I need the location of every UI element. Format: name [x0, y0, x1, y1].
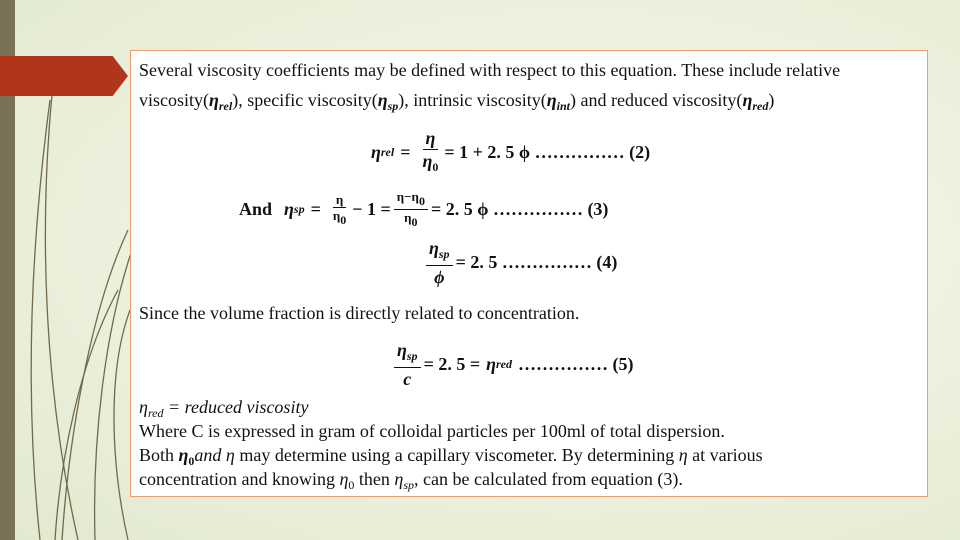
intro-line-1: Several viscosity coefficients may be defined with respect to this equation. These include relative	[139, 60, 841, 80]
reduced-viscosity-definition: $\eta_{red}$ = reduced viscosity	[139, 397, 309, 420]
intro-line-2: $viscosity(\eta_{rel})$, specific $viscosity(\eta_{sp})$, intrinsic $viscosity(\eta_{int})$ and reduced $viscosity(\eta_{red})$	[139, 90, 775, 113]
equation-3: And η sp = $\frac{\eta}{\eta_0}$ − 1 = $\frac{\eta-\eta_0}{\eta_0}$ = 2. 5 ϕ …………… (3)	[239, 189, 609, 229]
both-sentence: Both $\eta_0and$ η may determine using a capillary viscometer. By determining η at various	[139, 445, 763, 468]
since-sentence: Since the volume fraction is directly related to concentration.	[139, 303, 580, 323]
concentration-sentence: concentration and knowing $\eta_0$ then $\eta_{sp}$, can be calculated from equation (3).	[139, 469, 683, 492]
equation-4: $\frac{\eta_{sp}}{\phi}$ = 2. 5 …………… (4)	[423, 237, 617, 288]
deco-line-5	[114, 310, 130, 540]
content-panel	[130, 50, 928, 497]
equation-2: η rel = $\frac{\eta}{\eta_0}$ = 1 + 2. 5 ϕ …………… (2)	[371, 128, 651, 174]
deco-line-4	[95, 250, 132, 540]
where-sentence: Where C is expressed in gram of colloidal particles per 100ml of total dispersion.	[139, 421, 725, 441]
equation-5: $\frac{\eta_{sp}}{c}$ = 2. 5 = η red …………… (5)	[391, 339, 633, 390]
red-arrow-tab	[0, 56, 128, 96]
